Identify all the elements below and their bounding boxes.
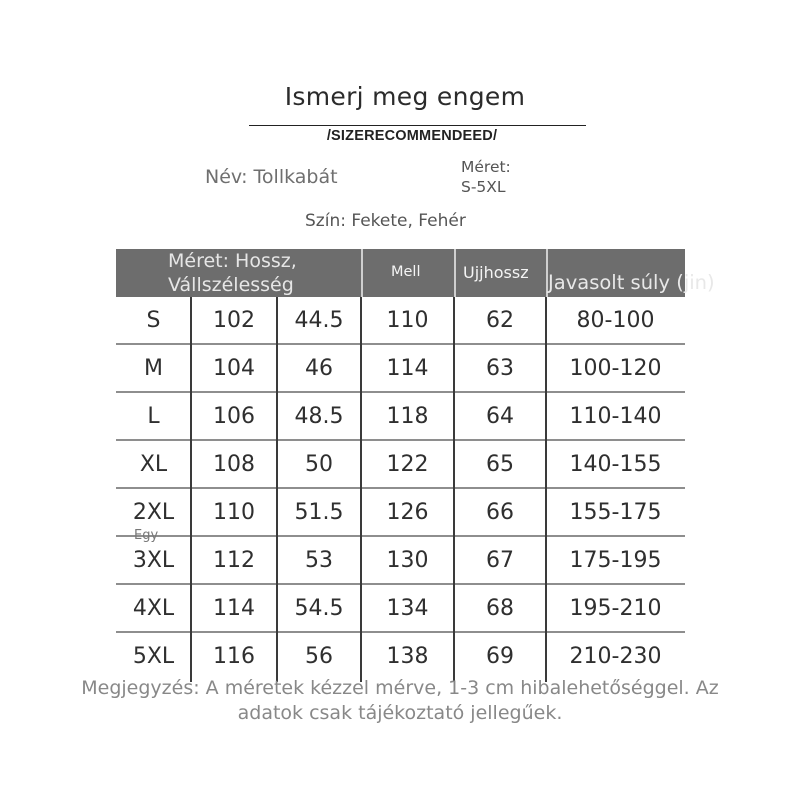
row-divider xyxy=(116,487,685,489)
table-cell: XL xyxy=(139,452,168,477)
footnote-line2: adatok csak tájékoztató jellegűek. xyxy=(237,702,563,724)
table-cell: 2XL xyxy=(132,500,175,525)
table-cell: 106 xyxy=(213,404,255,429)
row-divider xyxy=(116,439,685,441)
table-row xyxy=(116,633,685,681)
header-divider xyxy=(361,249,363,297)
row-divider xyxy=(116,343,685,345)
header-sleeve: Ujjhossz xyxy=(463,263,529,282)
header-weight: Javasolt súly (jin) xyxy=(548,271,715,294)
title-underline xyxy=(249,125,586,126)
table-cell: 50 xyxy=(305,452,333,477)
table-row xyxy=(116,297,685,345)
table-cell: 140-155 xyxy=(569,452,662,477)
column-divider xyxy=(190,297,192,682)
table-row xyxy=(116,537,685,585)
table-cell: 4XL xyxy=(132,596,175,621)
table-cell: 100-120 xyxy=(569,356,662,381)
header-size-line2: Vállszélesség xyxy=(168,274,294,296)
table-cell: 138 xyxy=(386,644,429,669)
table-cell: 112 xyxy=(213,548,255,573)
table-cell: 51.5 xyxy=(294,500,344,525)
table-cell: 175-195 xyxy=(569,548,662,573)
table-row xyxy=(116,345,685,393)
table-cell: 102 xyxy=(213,308,255,333)
column-divider xyxy=(545,297,547,682)
table-cell: 48.5 xyxy=(294,404,344,429)
table-cell: 210-230 xyxy=(569,644,662,669)
size-range-value: S-5XL xyxy=(461,178,506,196)
column-divider xyxy=(276,297,278,682)
table-cell: 195-210 xyxy=(569,596,662,621)
table-cell: 110-140 xyxy=(569,404,662,429)
table-cell: 66 xyxy=(486,500,514,525)
row-divider xyxy=(116,583,685,585)
table-cell: 114 xyxy=(386,356,429,381)
header-size-line1: Méret: Hossz, xyxy=(168,250,297,272)
footnote xyxy=(0,676,800,726)
table-cell: 155-175 xyxy=(569,500,662,525)
table-cell: 63 xyxy=(486,356,514,381)
table-cell: 114 xyxy=(213,596,255,621)
table-cell: 80-100 xyxy=(576,308,655,333)
table-cell: 62 xyxy=(486,308,514,333)
table-cell: 64 xyxy=(486,404,514,429)
table-cell: 104 xyxy=(213,356,255,381)
table-cell: 126 xyxy=(386,500,429,525)
table-cell: S xyxy=(146,308,161,333)
table-cell: 108 xyxy=(213,452,255,477)
table-cell: 68 xyxy=(486,596,514,621)
table-row xyxy=(116,393,685,441)
subtitle: /SIZERECOMMENDEED/ xyxy=(326,128,498,144)
table-cell: 110 xyxy=(386,308,429,333)
table-cell: 116 xyxy=(213,644,255,669)
table-cell: 3XL xyxy=(132,548,175,573)
table-cell: 118 xyxy=(386,404,429,429)
column-divider xyxy=(453,297,455,682)
size-range xyxy=(461,157,511,197)
table-cell: 130 xyxy=(386,548,429,573)
table-cell: 44.5 xyxy=(294,308,344,333)
table-cell: 110 xyxy=(213,500,255,525)
row-divider xyxy=(116,535,685,537)
row-divider xyxy=(116,631,685,633)
header-chest: Mell xyxy=(391,264,421,280)
size-table xyxy=(116,249,715,682)
color-info: Szín: Fekete, Fehér xyxy=(305,211,466,231)
table-row xyxy=(116,585,685,633)
column-divider xyxy=(360,297,362,682)
table-cell: 69 xyxy=(486,644,514,669)
table-cell: 56 xyxy=(305,644,333,669)
row-divider xyxy=(116,391,685,393)
table-cell: 67 xyxy=(486,548,514,573)
table-cell: 122 xyxy=(386,452,429,477)
size-range-label: Méret: xyxy=(461,158,511,176)
table-cell: L xyxy=(147,404,160,429)
table-header xyxy=(116,249,715,297)
table-cell: 54.5 xyxy=(294,596,344,621)
footnote-line1: Megjegyzés: A méretek kézzel mérve, 1-3 cm hibalehetőséggel. Az xyxy=(81,677,719,699)
table-cell: 46 xyxy=(305,356,333,381)
page-title: Ismerj meg engem xyxy=(284,82,526,111)
product-name: Név: Tollkabát xyxy=(205,166,338,188)
table-cell: 53 xyxy=(305,548,333,573)
table-cell: 65 xyxy=(486,452,514,477)
stray-label: Egy xyxy=(134,528,159,543)
table-row xyxy=(116,489,685,537)
header-size-length-shoulder xyxy=(168,249,297,297)
table-cell: 5XL xyxy=(132,644,175,669)
table-cell: M xyxy=(144,356,163,381)
table-cell: 134 xyxy=(386,596,429,621)
header-divider xyxy=(454,249,456,297)
table-row xyxy=(116,441,685,489)
